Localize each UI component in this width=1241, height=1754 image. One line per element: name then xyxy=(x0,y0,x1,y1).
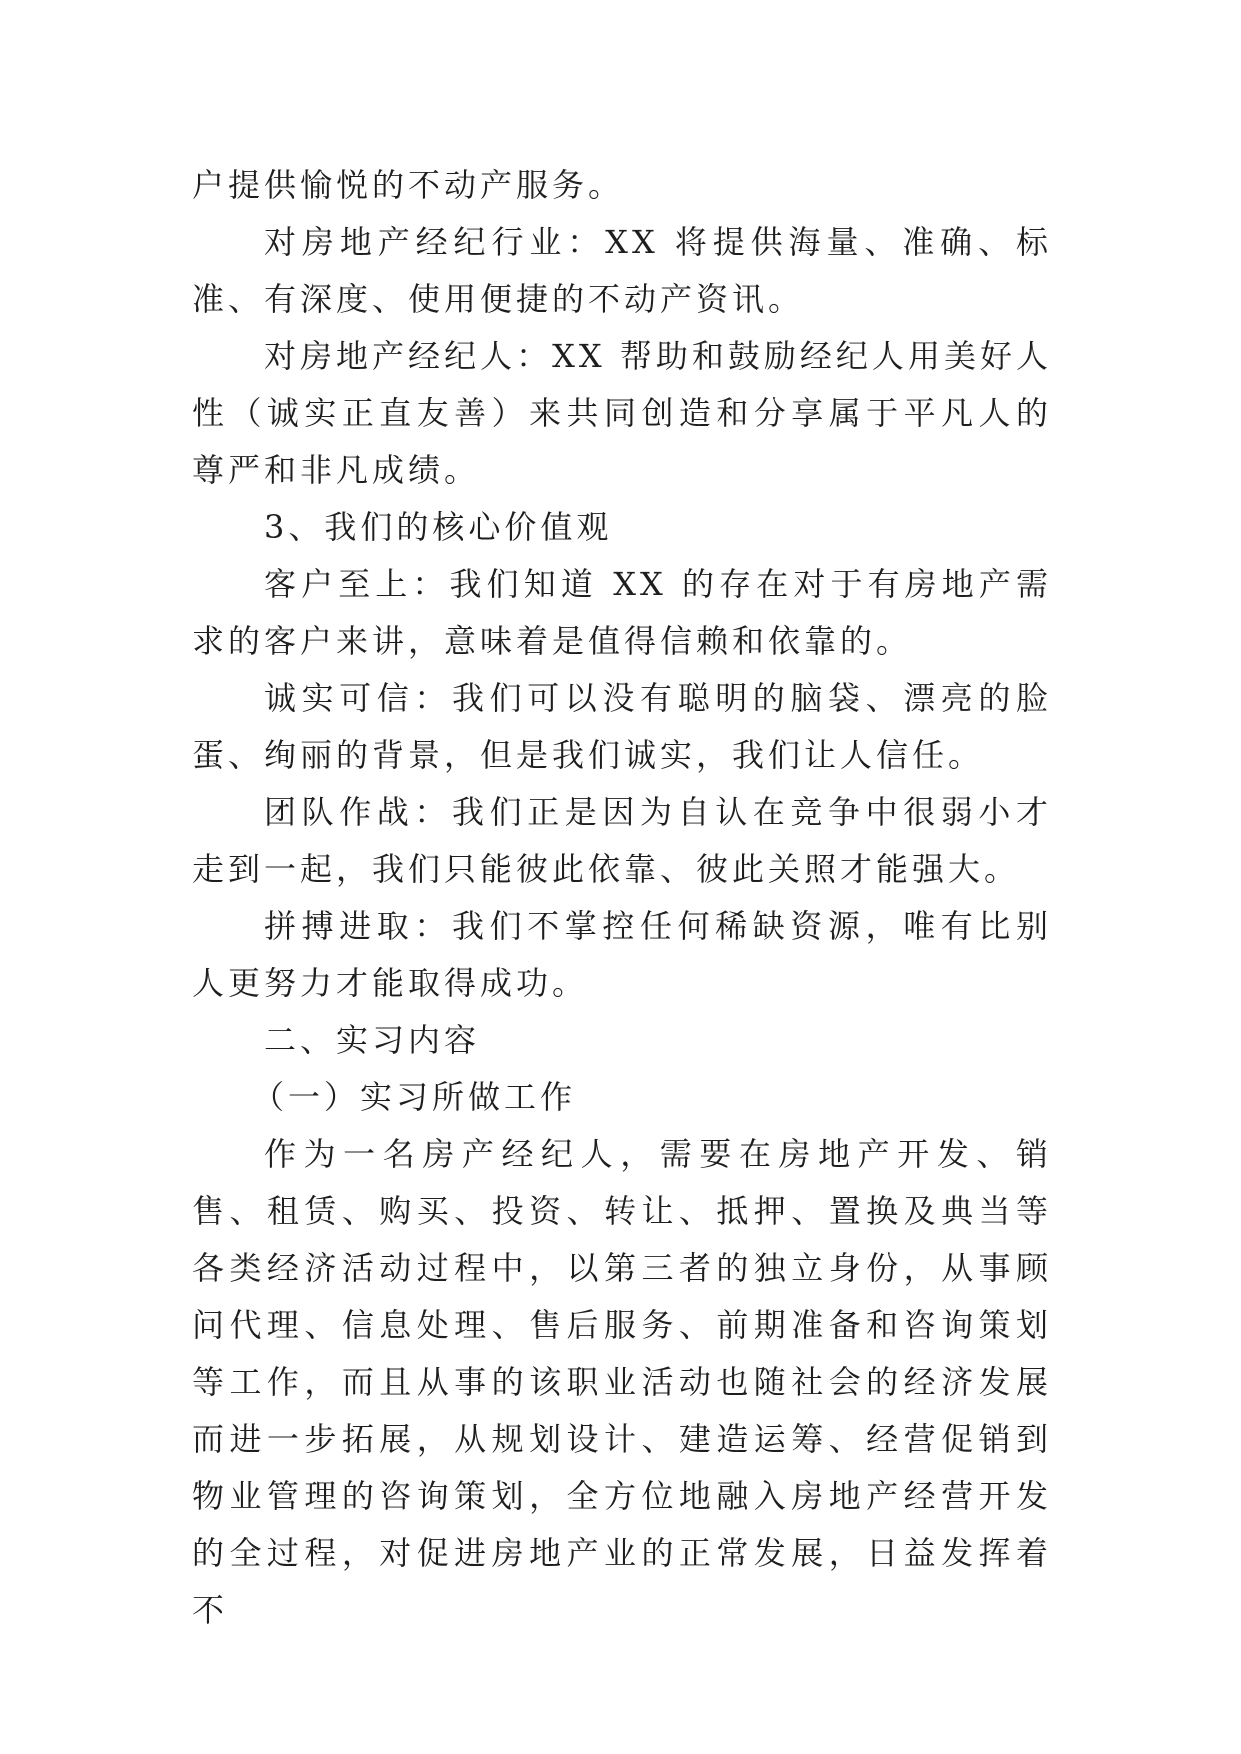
section-heading-core-values: 3、我们的核心价值观 xyxy=(264,508,613,546)
document-body xyxy=(192,157,1052,1639)
paragraph-industry: 对房地产经纪行业：XX 将提供海量、准确、标准、有深度、使用便捷的不动产资讯。 xyxy=(192,223,1052,318)
paragraph-customer-first: 客户至上：我们知道 XX 的存在对于有房地产需求的客户来讲，意味着是值得信赖和依靠的。 xyxy=(192,565,1052,660)
paragraph-striving: 拼搏进取：我们不掌控任何稀缺资源，唯有比别人更努力才能取得成功。 xyxy=(192,907,1052,1002)
paragraph-honesty: 诚实可信：我们可以没有聪明的脑袋、漂亮的脸蛋、绚丽的背景，但是我们诚实，我们让人信任。 xyxy=(192,679,1052,774)
subsection-heading-work: （一）实习所做工作 xyxy=(252,1078,577,1116)
paragraph-continuation: 户提供愉悦的不动产服务。 xyxy=(192,166,625,204)
paragraph-work-description: 作为一名房产经纪人，需要在房地产开发、销售、租赁、购买、投资、转让、抵押、置换及典当等各类经济活动过程中，以第三者的独立身份，从事顾问代理、信息处理、售后服务、前期准备和咨询策划等工作，而且从事的该职业活动也随社会的经济发展而进一步拓展，从规划设计、建造运筹、经营促销到物业管理的咨询策划，全方位地融入房地产经营开发的全过程，对促进房地产业的正常发展，日益发挥着不 xyxy=(192,1135,1052,1629)
section-heading-internship: 二、实习内容 xyxy=(264,1021,481,1059)
paragraph-teamwork: 团队作战：我们正是因为自认在竞争中很弱小才走到一起，我们只能彼此依靠、彼此关照才能强大。 xyxy=(192,793,1052,888)
paragraph-agents: 对房地产经纪人：XX 帮助和鼓励经纪人用美好人性（诚实正直友善）来共同创造和分享属于平凡人的尊严和非凡成绩。 xyxy=(192,337,1052,489)
